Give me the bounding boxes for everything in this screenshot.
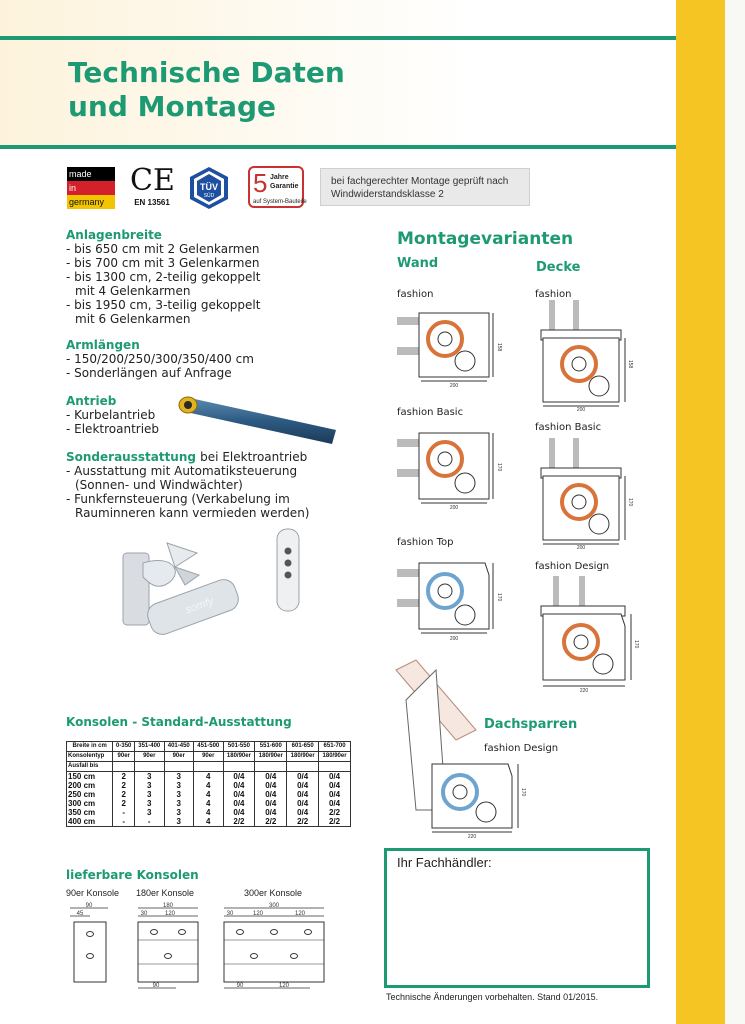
- list-item: - bis 650 cm mit 2 Gelenkarmen: [66, 242, 260, 256]
- table-cell: 150 cm: [67, 772, 113, 782]
- table-cell: 3: [164, 772, 194, 782]
- armlaengen-title: Armlängen: [66, 338, 140, 352]
- table-cell: 3: [164, 817, 194, 827]
- table-cell: Konsolentyp: [67, 752, 113, 762]
- sonder-title: [66, 450, 366, 464]
- table-header-cell: 0-350: [113, 742, 135, 752]
- table-cell: 4: [194, 772, 224, 782]
- dim-w1-w: 200: [449, 383, 459, 389]
- table-cell: 4: [194, 808, 224, 817]
- anlagenbreite-title: Anlagenbreite: [66, 228, 162, 242]
- table-cell: Ausfall bis: [67, 762, 113, 772]
- armlaengen-section: [66, 338, 366, 380]
- variant-label-wand-top: fashion Top: [397, 537, 454, 548]
- konsolen-table: [66, 741, 351, 827]
- sonder-list: [66, 464, 366, 520]
- table-cell: 0/4: [255, 790, 287, 799]
- dim-d1-w: 200: [576, 407, 586, 413]
- table-cell: 0/4: [319, 781, 351, 790]
- antrieb-list: [66, 408, 186, 436]
- dim-w2-w: 200: [449, 505, 459, 511]
- table-cell: 200 cm: [67, 781, 113, 790]
- tuev-icon: [187, 166, 231, 210]
- header-rule-bottom: [0, 145, 676, 149]
- table-cell: -: [113, 817, 135, 827]
- list-item: Rauminneren kann vermieden werden): [75, 506, 310, 520]
- garantie-label-2: Garantie: [270, 183, 299, 190]
- table-cell: 180/90er: [319, 752, 351, 762]
- table-cell: 0/4: [223, 781, 255, 790]
- table-row-ausfall: [67, 762, 351, 772]
- list-item: - Funkfernsteuerung (Verkabelung im: [66, 492, 290, 506]
- k90-total: 90: [85, 903, 93, 909]
- table-cell: 2: [113, 790, 135, 799]
- page-edge: [725, 0, 745, 1024]
- table-header-cell: 551-600: [255, 742, 287, 752]
- dim-w2-h: 170: [496, 463, 502, 472]
- konsole-180-drawing: [132, 902, 204, 994]
- k300-b: 120: [252, 911, 264, 917]
- table-header-row: [67, 742, 351, 752]
- table-row: [67, 799, 351, 808]
- dim-w1-h: 158: [496, 343, 502, 352]
- diagram-dachsparren-design: [396, 660, 526, 838]
- table-cell: 350 cm: [67, 808, 113, 817]
- table-cell: 4: [194, 790, 224, 799]
- table-cell: 90er: [194, 752, 224, 762]
- table-cell: 0/4: [287, 790, 319, 799]
- variant-label-decke-design: fashion Design: [535, 561, 610, 572]
- table-cell: 0/4: [223, 790, 255, 799]
- diagram-wand-top: [397, 555, 501, 641]
- list-item: (Sonnen- und Windwächter): [75, 478, 243, 492]
- table-header-cell: 651-700: [319, 742, 351, 752]
- table-cell: 3: [164, 781, 194, 790]
- table-cell: 3: [135, 772, 165, 782]
- table-cell: 0/4: [319, 799, 351, 808]
- table-header-cell: 451-500: [194, 742, 224, 752]
- sonder-title-main: Sonderausstattung: [66, 450, 196, 464]
- list-item: - 150/200/250/300/350/400 cm: [66, 352, 254, 366]
- dachsparren-title: Dachsparren: [484, 717, 578, 732]
- k180-b: 120: [164, 911, 176, 917]
- garantie-label-1: Jahre: [270, 174, 289, 181]
- konsole-300-label: 300er Konsole: [244, 888, 303, 898]
- k300-bottom-1: 90: [236, 983, 244, 989]
- title-line-2: und Montage: [68, 90, 277, 123]
- list-item: - Ausstattung mit Automatiksteuerung: [66, 464, 298, 478]
- dealer-box: [384, 848, 650, 988]
- sonder-section: [66, 450, 366, 520]
- decke-title: Decke: [536, 260, 581, 275]
- table-cell: 2/2: [255, 817, 287, 827]
- table-header-cell: 351-400: [135, 742, 165, 752]
- table-cell: 2: [113, 772, 135, 782]
- sonder-title-suffix: bei Elektroantrieb: [200, 450, 308, 464]
- table-row-konsolentyp: [67, 752, 351, 762]
- table-cell: 3: [135, 781, 165, 790]
- tuev-text: TÜV: [200, 182, 218, 192]
- badge-row: [0, 164, 676, 214]
- table-cell: 3: [135, 790, 165, 799]
- garantie-label: [270, 173, 298, 191]
- dim-d1-h: 158: [627, 360, 633, 369]
- variant-label-wand-fashion: fashion: [397, 289, 434, 300]
- table-cell: 90er: [164, 752, 194, 762]
- dim-s1-w: 220: [467, 834, 477, 840]
- lieferbare-title: lieferbare Konsolen: [66, 868, 199, 882]
- k300-a: 30: [226, 911, 234, 917]
- table-header-cell: 501-550: [223, 742, 255, 752]
- diagram-wand-fashion: [397, 305, 501, 387]
- table-cell: 2/2: [319, 808, 351, 817]
- antrieb-section: [66, 394, 186, 436]
- table-cell: 3: [164, 808, 194, 817]
- k180-bottom: 90: [152, 983, 160, 989]
- k90-half: 45: [76, 911, 84, 917]
- k300-c: 120: [294, 911, 306, 917]
- table-cell: 2/2: [223, 817, 255, 827]
- list-item: - Sonderlängen auf Anfrage: [66, 366, 232, 380]
- table-header-cell: 401-450: [164, 742, 194, 752]
- table-cell: -: [135, 817, 165, 827]
- table-cell: 0/4: [287, 808, 319, 817]
- table-cell: 0/4: [255, 808, 287, 817]
- dim-d3-w: 220: [579, 688, 589, 694]
- diagram-decke-basic: [535, 438, 631, 550]
- table-row: [67, 772, 351, 782]
- list-item: - Elektroantrieb: [66, 422, 160, 436]
- anlagenbreite-section: [66, 228, 366, 326]
- made-in-line-1: made: [67, 167, 115, 181]
- variant-label-decke-basic: fashion Basic: [535, 422, 602, 433]
- table-cell: 3: [164, 790, 194, 799]
- table-header-cell: 601-650: [287, 742, 319, 752]
- diagram-decke-fashion: [535, 300, 631, 412]
- table-cell: 3: [164, 799, 194, 808]
- table-cell: 4: [194, 781, 224, 790]
- table-cell: 90er: [113, 752, 135, 762]
- table-cell: 300 cm: [67, 799, 113, 808]
- k300-bottom-2: 120: [278, 983, 290, 989]
- table-cell: 0/4: [287, 781, 319, 790]
- tuev-sub-text: SÜD: [203, 193, 215, 199]
- table-row: [67, 808, 351, 817]
- wind-class-note: bei fachgerechter Montage geprüft nach Windwiderstandsklasse 2: [320, 168, 530, 206]
- wand-title: Wand: [397, 256, 439, 271]
- table-cell: 2/2: [287, 817, 319, 827]
- list-item: - bis 1950 cm, 3-teilig gekoppelt: [66, 298, 261, 312]
- table-cell: 0/4: [255, 772, 287, 782]
- table-cell: 180/90er: [223, 752, 255, 762]
- antrieb-title: Antrieb: [66, 394, 117, 408]
- tube-motor-image: [172, 392, 340, 450]
- table-cell: 0/4: [223, 808, 255, 817]
- table-cell: 0/4: [255, 799, 287, 808]
- table-cell: 2: [113, 781, 135, 790]
- list-item: mit 4 Gelenkarmen: [75, 284, 191, 298]
- list-item: - bis 700 cm mit 3 Gelenkarmen: [66, 256, 260, 270]
- konsolen-title: Konsolen - Standard-Ausstattung: [66, 715, 292, 729]
- diagram-decke-design: [535, 576, 639, 694]
- variant-label-dachsparren-design: fashion Design: [484, 743, 559, 754]
- table-cell: 2/2: [319, 817, 351, 827]
- table-cell: 0/4: [287, 799, 319, 808]
- ce-mark: CE: [130, 163, 175, 198]
- made-in-germany-badge: [67, 167, 115, 209]
- table-cell: 3: [135, 808, 165, 817]
- made-in-line-2: in: [67, 181, 115, 195]
- table-row: [67, 790, 351, 799]
- table-cell: 0/4: [223, 772, 255, 782]
- garantie-years: 5: [253, 168, 268, 198]
- garantie-badge: [248, 166, 307, 208]
- table-row: [67, 817, 351, 827]
- ce-badge: [130, 164, 174, 207]
- k180-total: 180: [162, 903, 174, 909]
- table-cell: 180/90er: [287, 752, 319, 762]
- dim-w3-h: 170: [496, 593, 502, 602]
- montagevarianten-title: Montagevarianten: [397, 229, 574, 249]
- footer-note: Technische Änderungen vorbehalten. Stand 01/2015.: [386, 992, 599, 1002]
- garantie-label-3: auf System-Bauteile: [253, 199, 307, 205]
- table-cell: 4: [194, 817, 224, 827]
- k180-a: 30: [140, 911, 148, 917]
- table-cell: 250 cm: [67, 790, 113, 799]
- konsole-90-drawing: [68, 902, 114, 984]
- list-item: mit 6 Gelenkarmen: [75, 312, 191, 326]
- table-cell: -: [113, 808, 135, 817]
- page-title: [68, 56, 488, 124]
- yellow-side-band: [676, 0, 725, 1024]
- somfy-logo-text: somfy: [183, 595, 216, 617]
- variant-label-wand-basic: fashion Basic: [397, 407, 464, 418]
- header-rule-top: [0, 36, 676, 40]
- konsole-300-drawing: [218, 902, 330, 994]
- table-cell: 0/4: [319, 790, 351, 799]
- konsole-180-label: 180er Konsole: [136, 888, 195, 898]
- table-row: [67, 781, 351, 790]
- variant-label-decke-fashion: fashion: [535, 289, 572, 300]
- dim-d3-h: 170: [633, 640, 639, 649]
- konsole-90-label: 90er Konsole: [66, 888, 120, 898]
- armlaengen-list: [66, 352, 366, 380]
- dim-d2-w: 200: [576, 545, 586, 551]
- table-cell: 2: [113, 799, 135, 808]
- list-item: - Kurbelantrieb: [66, 408, 156, 422]
- anlagenbreite-list: [66, 242, 366, 326]
- ce-norm: EN 13561: [134, 198, 170, 207]
- table-cell: 0/4: [287, 772, 319, 782]
- table-cell: 400 cm: [67, 817, 113, 827]
- dim-s1-h: 170: [520, 788, 526, 797]
- table-cell: 3: [135, 799, 165, 808]
- dealer-label: Ihr Fachhändler:: [397, 855, 492, 870]
- table-cell: 90er: [135, 752, 165, 762]
- table-header-cell: Breite in cm: [67, 742, 113, 752]
- made-in-line-3: germany: [67, 195, 115, 209]
- dim-w3-w: 200: [449, 636, 459, 642]
- table-cell: 180/90er: [255, 752, 287, 762]
- k300-total: 300: [268, 903, 280, 909]
- list-item: - bis 1300 cm, 2-teilig gekoppelt: [66, 270, 261, 284]
- somfy-products-image: [115, 525, 325, 640]
- title-line-1: Technische Daten: [68, 56, 345, 89]
- table-cell: 4: [194, 799, 224, 808]
- table-cell: 0/4: [255, 781, 287, 790]
- diagram-wand-basic: [397, 425, 501, 509]
- table-cell: 0/4: [319, 772, 351, 782]
- table-cell: 0/4: [223, 799, 255, 808]
- dim-d2-h: 170: [627, 498, 633, 507]
